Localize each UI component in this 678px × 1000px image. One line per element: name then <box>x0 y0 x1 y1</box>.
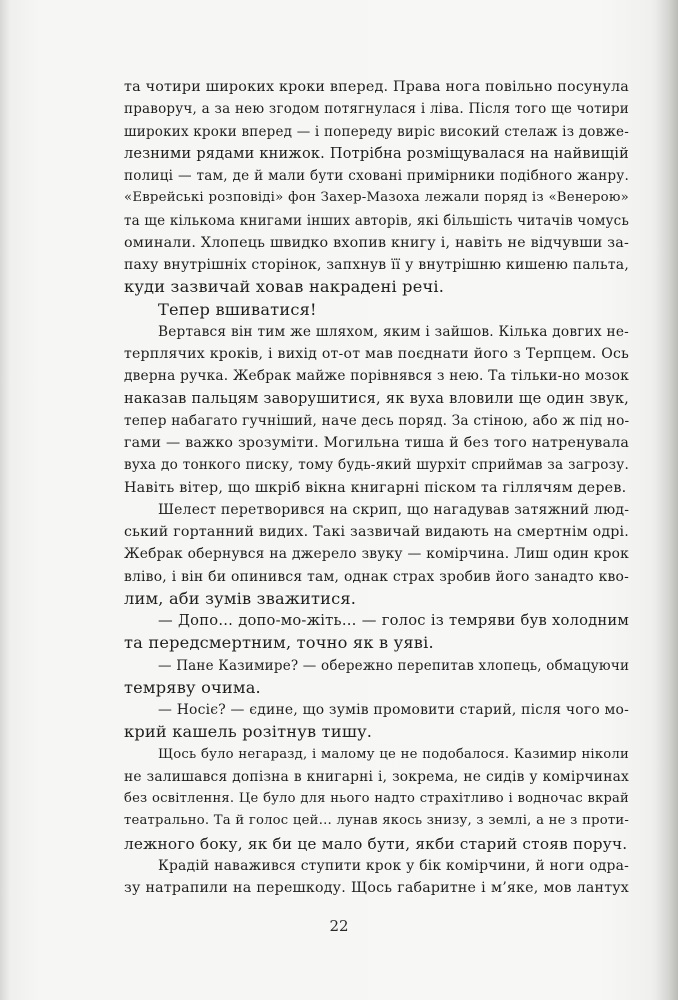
text-line: театрально. Та й голос цей… лунав якось знизу, з землі, а не з проти- <box>124 813 629 829</box>
text-line: — Допо… допо-мо-жіть… — голос із темряви був холодним <box>158 612 629 629</box>
text-line: широких кроки вперед — і попереду виріс високий стелаж із довже- <box>124 123 629 140</box>
text-line: Шелест перетворився на скрип, що нагадував затяжний люд- <box>158 501 629 518</box>
text-line: — Носіє? — єдине, що зумів промовити старий, після чого мо- <box>158 702 629 718</box>
text-line: вліво, і він би опинився там, однак страх зробив його занадто кво- <box>124 568 629 585</box>
text-line: лим, аби зумів зважитися. <box>124 588 357 608</box>
text-line: тепер набагато гучніший, наче десь поряд. За стіною, або ж під но- <box>124 412 629 429</box>
text-line: та чотири широких кроки вперед. Права нога повільно посунула <box>124 79 629 95</box>
text-line: крий кашель розітнув тишу. <box>124 722 373 742</box>
text-line: «Еврейські розповіді» фон Захер-Мазоха лежали поряд із «Венерою» <box>124 190 629 206</box>
text-line: — Пане Казимире? — обережно перепитав хлопець, обмацуючи <box>158 657 629 674</box>
text-line: Жебрак обернувся на джерело звуку — комірчина. Лиш один крок <box>124 546 629 563</box>
text-line: праворуч, а за нею згодом потягнулася і ліва. Після того ще чотири <box>124 101 629 118</box>
text-line: та передсмертним, точно як в уяві. <box>124 633 434 653</box>
text-line: паху внутрішніх сторінок, запхнув її у внутрішню кишеню пальта, <box>124 257 629 273</box>
text-line: без освітлення. Це було для нього надто страхітливо і водночас вкрай <box>124 791 629 806</box>
page-number: 22 <box>329 917 349 935</box>
text-line: темряву очима. <box>124 677 261 697</box>
page-edge-shadow <box>656 0 678 1000</box>
text-line: терплячих кроків, і вихід от-от мав поєднати його з Терпцем. Ось <box>124 346 629 362</box>
text-line: гами — важко зрозуміти. Могильна тиша й без того натренувала <box>124 435 629 451</box>
text-line: та ще кількома книгами інших авторів, які більшість читачів чомусь <box>124 212 629 229</box>
text-line: ський гортанний видих. Такі зазвичай видають на смертнім одрі. <box>124 524 629 540</box>
text-line: полиці — там, де й мали бути сховані примірники подібного жанру. <box>124 168 629 184</box>
text-line: Тепер вшиватися! <box>158 299 317 319</box>
text-line: лежного боку, як би це мало бути, якби старий стояв поруч. <box>124 834 628 853</box>
text-line: наказав пальцям заворушитися, як вуха вловили ще один звук, <box>124 389 629 407</box>
text-line: лезними рядами книжок. Потрібна розміщувалася на найвищій <box>124 145 629 162</box>
page-body-text <box>124 76 629 899</box>
text-line: Навіть вітер, що шкріб вікна книгарні піском та гіллячям дерев. <box>124 479 627 496</box>
text-line: не залишався допізна в книгарні і, зокрема, не сидів у комірчинах <box>124 768 629 785</box>
text-line: вуха до тонкого писку, тому будь-який шурхіт сприймав за загрозу. <box>124 457 629 474</box>
text-line: Вертався він тим же шляхом, яким і зайшов. Кілька довгих не- <box>158 323 629 340</box>
text-line: дверна ручка. Жебрак майже порівнявся з нею. Та тільки-но мозок <box>124 368 629 385</box>
text-line: Щось було негаразд, і малому це не подобалося. Казимир ніколи <box>158 746 629 762</box>
text-line: оминали. Хлопець швидко вхопив книгу і, навіть не відчувши за- <box>124 234 629 251</box>
text-line: куди зазвичай ховав накрадені речі. <box>124 277 445 297</box>
text-line: Крадій наважився ступити крок у бік комірчини, й ноги одра- <box>158 857 629 874</box>
text-line: зу натрапили на перешкоду. Щось габаритне і м’яке, мов лантух <box>124 880 629 896</box>
